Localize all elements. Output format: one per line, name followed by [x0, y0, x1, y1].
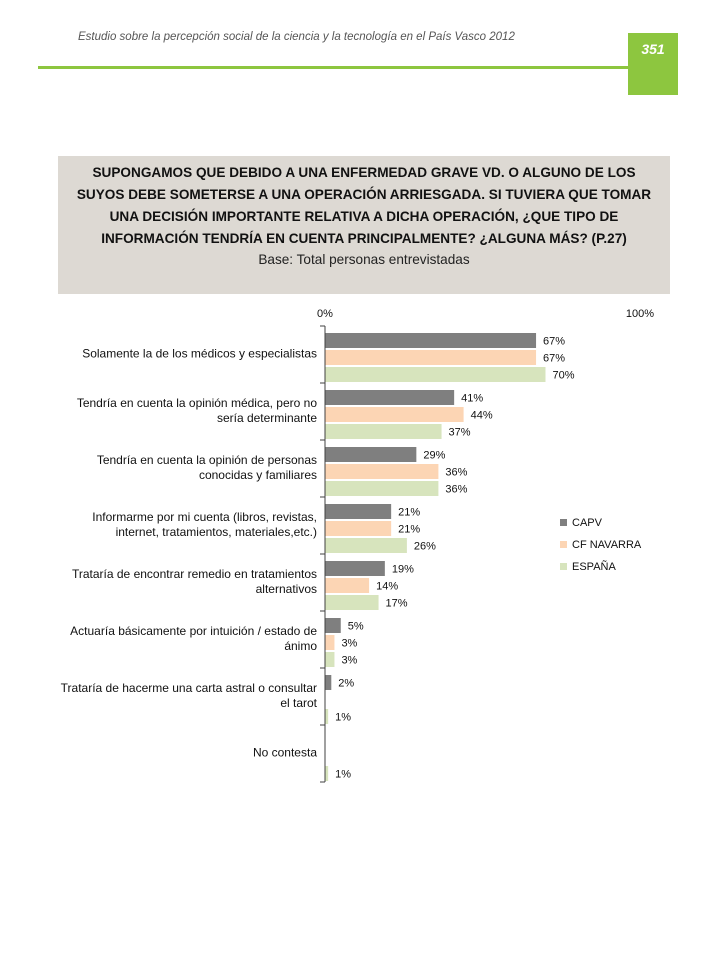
bar	[325, 350, 536, 365]
category-label: Informarme por mi cuenta (libros, revistas,	[92, 510, 317, 524]
bar	[325, 464, 438, 479]
category-label: Tendría en cuenta la opinión de personas	[96, 453, 317, 467]
category-label: sería determinante	[216, 411, 317, 425]
bar	[325, 424, 442, 439]
running-header: Estudio sobre la percepción social de la ciencia y la tecnología en el País Vasco 2012	[78, 31, 515, 43]
data-label: 1%	[335, 768, 352, 781]
data-label: 26%	[413, 540, 436, 553]
legend-swatch	[560, 563, 567, 570]
data-label: 19%	[391, 563, 414, 576]
data-label: 70%	[552, 369, 575, 382]
bar-chart	[0, 300, 720, 800]
data-label: 37%	[448, 426, 471, 439]
bar	[325, 521, 391, 536]
legend-swatch	[560, 519, 567, 526]
category-label: Trataría de encontrar remedio en tratamientos	[71, 567, 317, 581]
bar	[325, 595, 379, 610]
bar	[325, 504, 391, 519]
bar	[325, 407, 464, 422]
bar	[325, 367, 546, 382]
bar	[325, 561, 385, 576]
category-label: Trataría de hacerme una carta astral o consultar	[60, 681, 317, 695]
data-label: 21%	[398, 523, 421, 536]
data-label: 17%	[385, 597, 408, 610]
bar	[325, 675, 331, 690]
bar	[325, 635, 334, 650]
bar	[325, 333, 536, 348]
data-label: 3%	[341, 637, 358, 650]
bar	[325, 390, 454, 405]
legend-label: CF NAVARRA	[572, 539, 642, 551]
page-number-badge: 351	[628, 33, 678, 95]
bar	[325, 618, 341, 633]
legend-swatch	[560, 541, 567, 548]
bar	[325, 578, 369, 593]
data-label: 29%	[423, 449, 446, 462]
legend-label: ESPAÑA	[572, 561, 616, 573]
data-label: 36%	[445, 466, 468, 479]
category-label: alternativos	[255, 582, 317, 596]
category-label: Solamente la de los médicos y especialistas	[82, 346, 317, 361]
category-label: Actuaría básicamente por intuición / estado de	[70, 624, 317, 638]
bar	[325, 447, 416, 462]
data-label: 41%	[461, 392, 484, 405]
category-label: Tendría en cuenta la opinión médica, pero no	[76, 396, 317, 410]
question-text: SUPONGAMOS QUE DEBIDO A UNA ENFERMEDAD GRAVE VD. O ALGUNO DE LOS SUYOS DEBE SOMETERSE A UNA OPERACIÓN ARRIESGADA. SI TUVIERA QUE TOMAR UNA DECISIÓN IMPORTANTE RELATIVA A DICHA OPERACIÓN, ¿QUE TIPO DE INFORMACIÓN TENDRÍA EN CUENTA PRINCIPALMENTE? ¿ALGUNA MÁS? (P.27)	[76, 165, 652, 246]
data-label: 5%	[347, 620, 364, 633]
question-base: Base: Total personas entrevistadas	[258, 252, 470, 267]
category-label: ánimo	[284, 639, 317, 653]
data-label: 21%	[398, 506, 421, 519]
header-rule	[38, 66, 630, 69]
data-label: 67%	[543, 352, 566, 365]
data-label: 67%	[543, 335, 566, 348]
x-tick-label: 0%	[317, 308, 333, 320]
category-label: el tarot	[280, 696, 317, 710]
data-label: 1%	[335, 711, 352, 724]
data-label: 44%	[470, 409, 493, 422]
data-label: 2%	[338, 677, 355, 690]
category-label: internet, tratamientos, materiales,etc.)	[115, 525, 317, 539]
question-box	[58, 156, 670, 294]
data-label: 36%	[445, 483, 468, 496]
data-label: 14%	[376, 580, 399, 593]
bar	[325, 481, 438, 496]
legend-label: CAPV	[572, 517, 602, 529]
data-label: 3%	[341, 654, 358, 667]
x-tick-label: 100%	[625, 308, 655, 320]
category-label: No contesta	[252, 745, 317, 760]
bar	[325, 538, 407, 553]
category-label: conocidas y familiares	[198, 468, 317, 482]
bar	[325, 652, 334, 667]
